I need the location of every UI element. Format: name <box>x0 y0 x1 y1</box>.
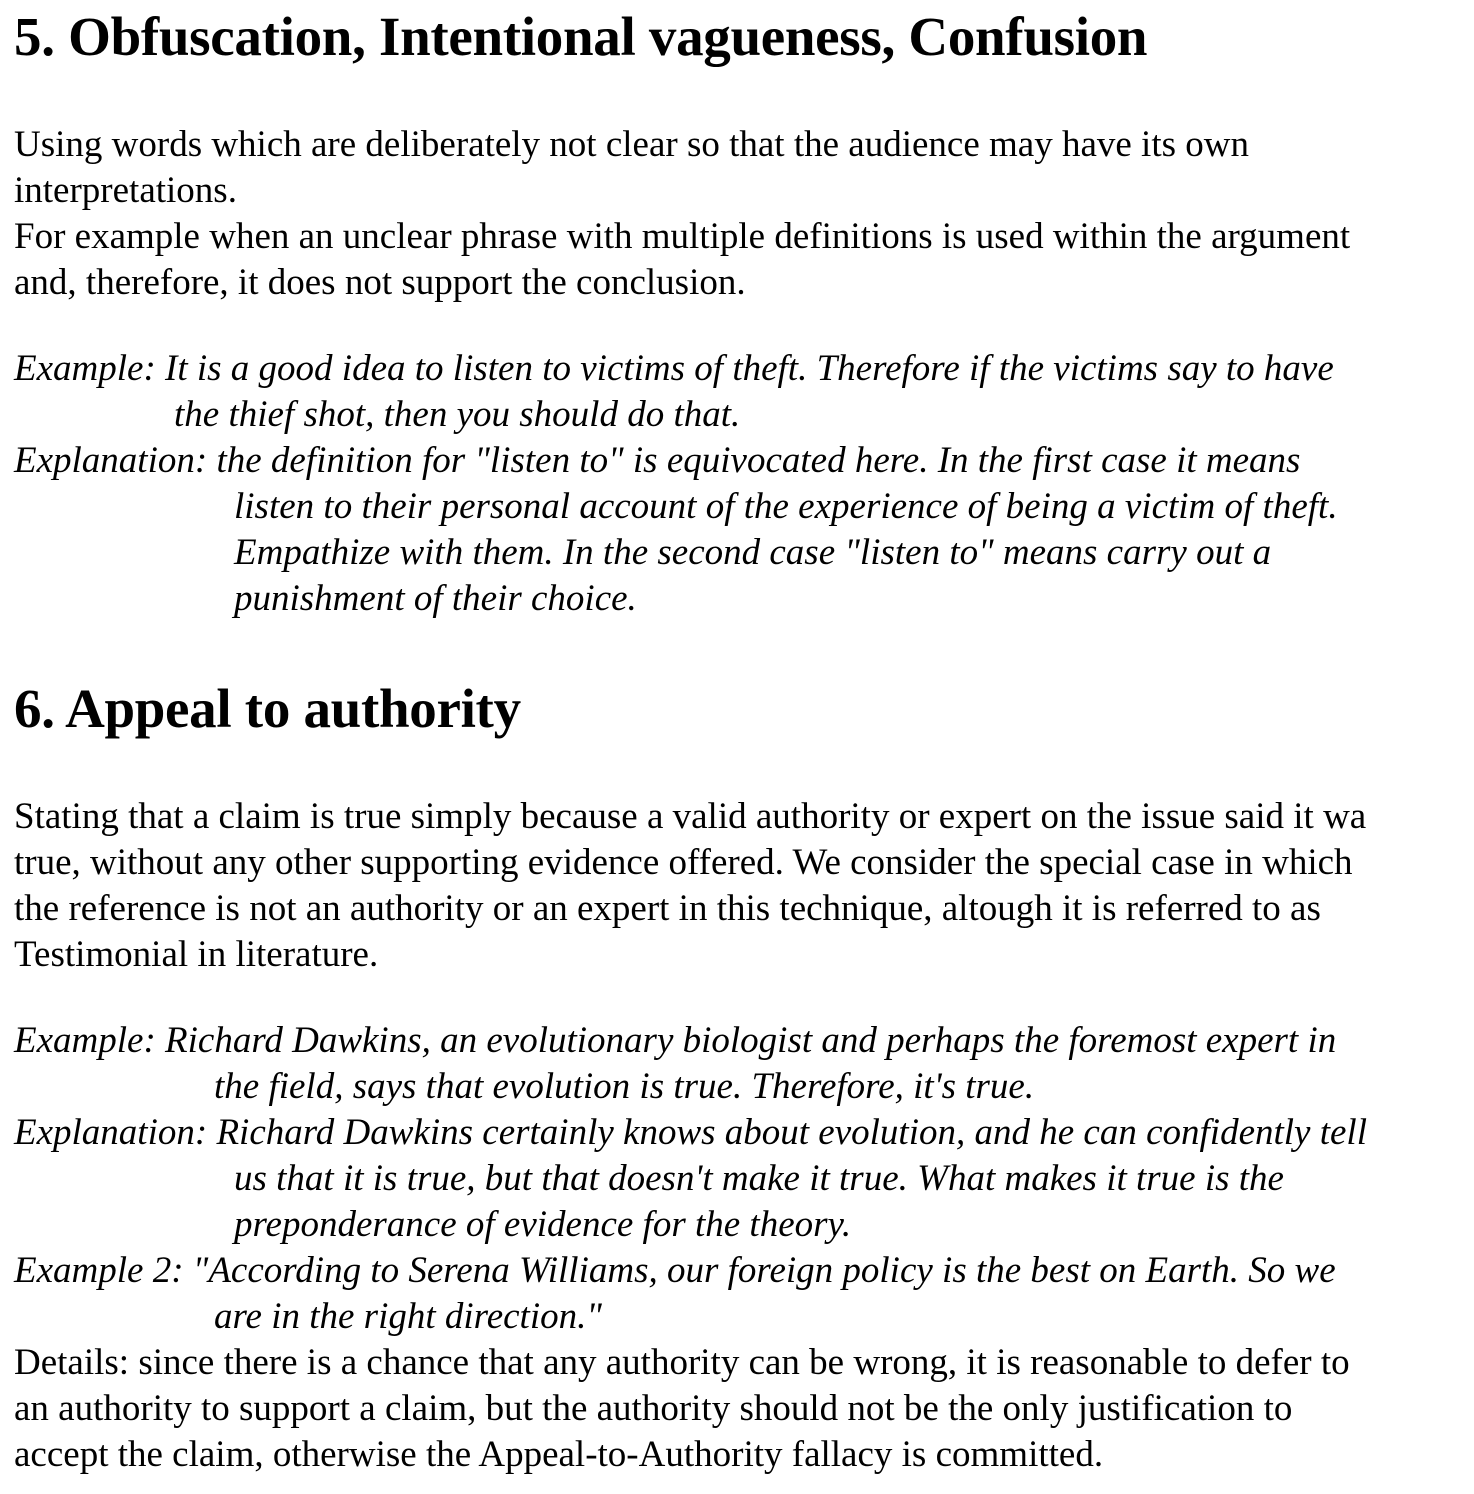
example-label: Example 2: <box>14 1250 184 1291</box>
text-line: true, without any other supporting evidence offered. We consider the special case in which <box>14 842 1353 883</box>
section-6-details <box>14 1340 1474 1478</box>
explanation-line <box>14 438 1474 484</box>
section-5-definition <box>14 122 1474 306</box>
section-6-example-2 <box>14 1248 1474 1340</box>
example-label: Example: <box>14 348 156 389</box>
example-line <box>14 1064 1474 1110</box>
explanation-text: us that it is true, but that doesn't make it true. What makes it true is the <box>234 1158 1284 1199</box>
explanation-text: punishment of their choice. <box>234 578 637 619</box>
text-line: and, therefore, it does not support the conclusion. <box>14 262 746 303</box>
text-line: Testimonial in literature. <box>14 934 379 975</box>
example-line <box>14 1294 1474 1340</box>
explanation-line <box>14 1156 1474 1202</box>
example-line <box>14 1018 1474 1064</box>
text-line: Stating that a claim is true simply because a valid authority or expert on the issue said it wa <box>14 796 1367 837</box>
section-6-heading: 6. Appeal to authority <box>14 678 521 739</box>
explanation-line <box>14 484 1474 530</box>
explanation-line <box>14 1202 1474 1248</box>
section-6-explanation <box>14 1110 1474 1248</box>
explanation-text: preponderance of evidence for the theory. <box>234 1204 852 1245</box>
section-5-example <box>14 346 1474 438</box>
explanation-label: Explanation: <box>14 440 208 481</box>
example-text: the thief shot, then you should do that. <box>174 394 741 435</box>
text-line: accept the claim, otherwise the Appeal-to-Authority fallacy is committed. <box>14 1434 1104 1475</box>
example-line <box>14 392 1474 438</box>
explanation-line <box>14 576 1474 622</box>
explanation-label: Explanation: <box>14 1112 208 1153</box>
explanation-text: Richard Dawkins certainly knows about evolution, and he can confidently tell <box>216 1112 1367 1153</box>
explanation-text: Empathize with them. In the second case "listen to" means carry out a <box>234 532 1272 573</box>
section-6-example <box>14 1018 1474 1110</box>
example-text: the field, says that evolution is true. Therefore, it's true. <box>214 1066 1035 1107</box>
text-line: an authority to support a claim, but the authority should not be the only justification to <box>14 1388 1293 1429</box>
section-5-explanation <box>14 438 1474 622</box>
example-line <box>14 346 1474 392</box>
explanation-text: the definition for "listen to" is equivocated here. In the first case it means <box>216 440 1301 481</box>
section-5-heading: 5. Obfuscation, Intentional vagueness, Confusion <box>14 6 1148 67</box>
explanation-line <box>14 1110 1474 1156</box>
explanation-text: listen to their personal account of the experience of being a victim of theft. <box>234 486 1338 527</box>
example-text: "According to Serena Williams, our foreign policy is the best on Earth. So we <box>192 1250 1336 1291</box>
text-line: For example when an unclear phrase with multiple definitions is used within the argument <box>14 216 1351 257</box>
explanation-line <box>14 530 1474 576</box>
section-6-definition <box>14 794 1474 978</box>
text-line: Details: since there is a chance that any authority can be wrong, it is reasonable to defer to <box>14 1342 1350 1383</box>
example-text: Richard Dawkins, an evolutionary biologist and perhaps the foremost expert in <box>165 1020 1337 1061</box>
example-text: are in the right direction." <box>214 1296 602 1337</box>
text-line: the reference is not an authority or an expert in this technique, altough it is referred to as <box>14 888 1321 929</box>
text-line: Using words which are deliberately not clear so that the audience may have its own <box>14 124 1249 165</box>
example-label: Example: <box>14 1020 156 1061</box>
example-line <box>14 1248 1474 1294</box>
text-line: interpretations. <box>14 170 237 211</box>
example-text: It is a good idea to listen to victims of theft. Therefore if the victims say to have <box>165 348 1334 389</box>
